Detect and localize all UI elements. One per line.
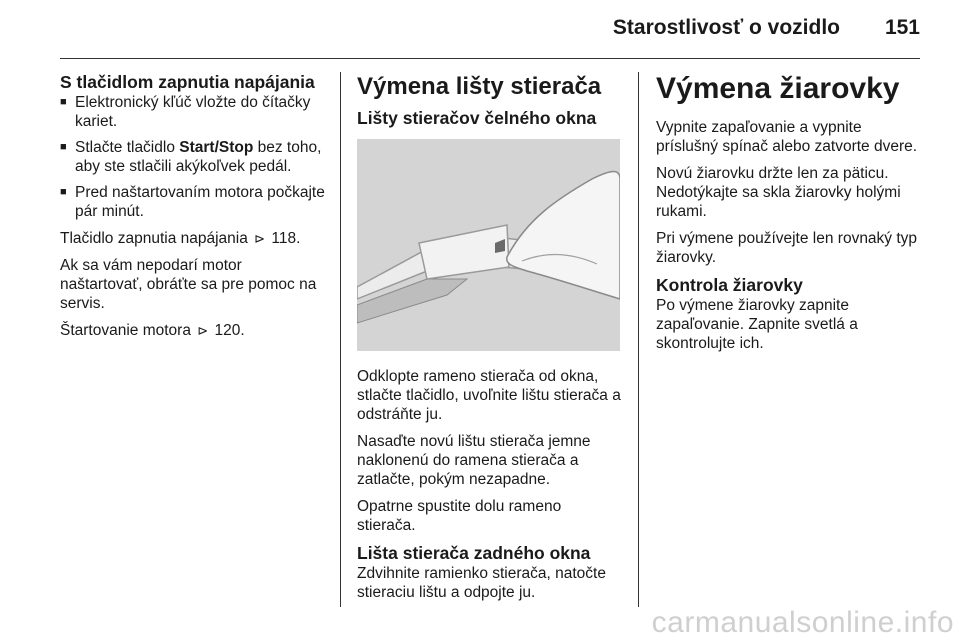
reference-arrow-icon: ⊳ (197, 323, 209, 338)
column-divider-1 (340, 72, 341, 607)
bullet-bold-text: Start/Stop (179, 139, 254, 156)
reference-page: 118. (271, 230, 301, 247)
bullet-text: Elektronický kľúč vložte do čítačky kariet. (75, 94, 311, 130)
wiper-blade-illustration (357, 139, 620, 351)
column-3 (656, 72, 924, 361)
bullet-text: Stlačte tlačidlo (75, 139, 180, 156)
bullet-item (60, 138, 328, 176)
column-2 (357, 72, 623, 610)
subheading-bulb-check: Kontrola žiarovky (656, 275, 803, 295)
paragraph: Po výmene žiarovky zapnite zapaľovanie. Zapnite svetlá a skontrolujte ich. (656, 297, 858, 352)
paragraph: Odklopte rameno stierača od okna, stlačte tlačidlo, uvoľnite lištu stierača a odstráňte ju. (357, 368, 621, 423)
paragraph: Vypnite zapaľovanie a vypnite príslušný spínač alebo zatvorte dvere. (656, 119, 918, 155)
paragraph: Novú žiarovku držte len za päticu. Nedotýkajte sa skla žiarovky holými rukami. (656, 165, 901, 220)
section-heading-power-button: S tlačidlom zapnutia napájania (60, 72, 315, 92)
section-heading-wiper-blade: Výmena lišty stierača (357, 73, 602, 100)
bullet-list (60, 93, 328, 221)
bullet-item (60, 93, 328, 131)
page-number: 151 (884, 16, 920, 39)
reference-page: 120. (214, 322, 245, 339)
subheading-windscreen-wipers: Lišty stieračov čelného okna (357, 108, 597, 128)
reference-text: Tlačidlo zapnutia napájania (60, 230, 248, 247)
paragraph: Pri výmene používejte len rovnaký typ žiarovky. (656, 230, 918, 266)
header-rule (60, 58, 920, 59)
paragraph: Nasaďte novú lištu stierača jemne naklonenú do ramena stierača a zatlačte, pokým nezapadne. (357, 433, 591, 488)
paragraph: Ak sa vám nepodarí motor naštartovať, obráťte sa pre pomoc na servis. (60, 257, 317, 312)
page-header-title: Starostlivosť o vozidlo (612, 16, 840, 39)
reference-arrow-icon: ⊳ (254, 231, 266, 246)
cross-reference[interactable] (60, 321, 328, 340)
bullet-text: bez toho, aby ste stlačili akýkoľvek pedál. (75, 139, 322, 175)
column-1 (60, 72, 328, 348)
bullet-text: Pred naštartovaním motora počkajte pár minút. (75, 184, 325, 220)
column-divider-2 (638, 72, 639, 607)
paragraph: Zdvihnite ramienko stierača, natočte stieraciu lištu a odpojte ju. (357, 565, 606, 601)
paragraph: Opatrne spustite dolu rameno stierača. (357, 498, 562, 534)
bullet-item (60, 183, 328, 221)
reference-text: Štartovanie motora (60, 322, 191, 339)
watermark: carmanualsonline.info (651, 606, 954, 639)
subheading-rear-wiper: Lišta stierača zadného okna (357, 543, 591, 563)
cross-reference[interactable] (60, 229, 328, 248)
section-heading-bulb-replacement: Výmena žiarovky (656, 72, 900, 105)
